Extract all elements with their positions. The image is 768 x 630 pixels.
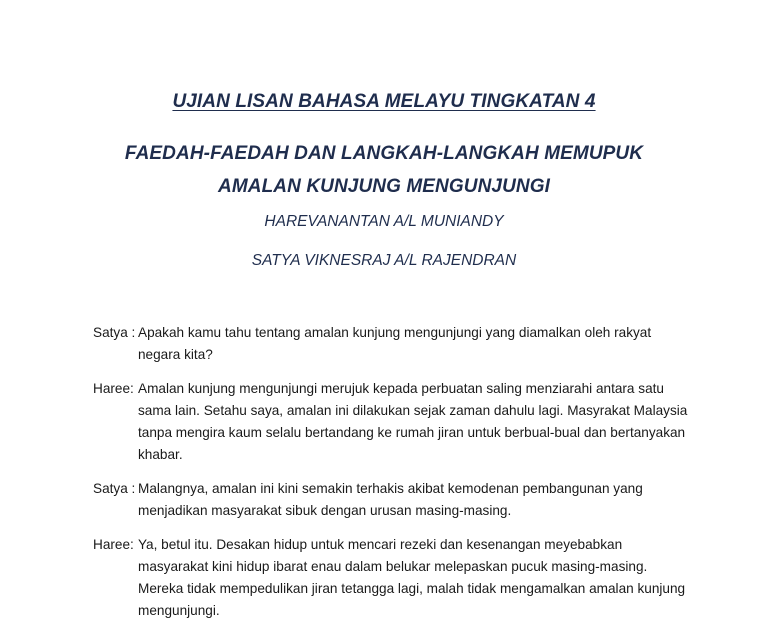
- speaker-label: Haree:: [93, 381, 134, 396]
- speech-text: Apakah kamu tahu tentang amalan kunjung mengunjungi yang diamalkan oleh rakyat negara kita?: [138, 325, 652, 362]
- dialogue-line: [93, 478, 693, 522]
- speaker-label: Haree:: [93, 537, 134, 552]
- topic-heading-line-2: AMALAN KUNJUNG MENGUNJUNGI: [218, 176, 550, 197]
- dialogue-line: [93, 378, 693, 466]
- dialogue-line: [93, 322, 693, 366]
- author-name-2: SATYA VIKNESRAJ A/L RAJENDRAN: [251, 252, 517, 269]
- speaker-label: Satya :: [93, 481, 136, 496]
- document-title: UJIAN LISAN BAHASA MELAYU TINGKATAN 4: [172, 91, 596, 112]
- dialogue-section: [93, 322, 693, 630]
- dialogue-line: [93, 534, 693, 622]
- speech-text: Amalan kunjung mengunjungi merujuk kepada perbuatan saling menziarahi antara satu sama lain. Setahu saya, amalan ini dilakukan sejak zaman dahulu lagi. Masyrakat Malaysia tanpa mengira kaum selalu bertandang ke rumah jiran untuk berbual-bual dan bertanyakan khabar.: [138, 381, 688, 462]
- topic-heading: [0, 137, 768, 203]
- topic-heading-line-1: FAEDAH-FAEDAH DAN LANGKAH-LANGKAH MEMUPUK: [124, 143, 644, 164]
- speech-text: Malangnya, amalan ini kini semakin terhakis akibat kemodenan pembangunan yang menjadikan masyarakat sibuk dengan urusan masing-masing.: [138, 481, 643, 518]
- speech-text: Ya, betul itu. Desakan hidup untuk mencari rezeki dan kesenangan meyebabkan masyarakat kini hidup ibarat enau dalam belukar melepaskan pucuk masing-masing. Mereka tidak mempedulikan jiran tetangga lagi, malah tidak mengamalkan amalan kunjung mengunjungi.: [138, 537, 686, 618]
- speaker-label: Satya :: [93, 325, 136, 340]
- author-name-1: HAREVANANTAN A/L MUNIANDY: [264, 213, 504, 230]
